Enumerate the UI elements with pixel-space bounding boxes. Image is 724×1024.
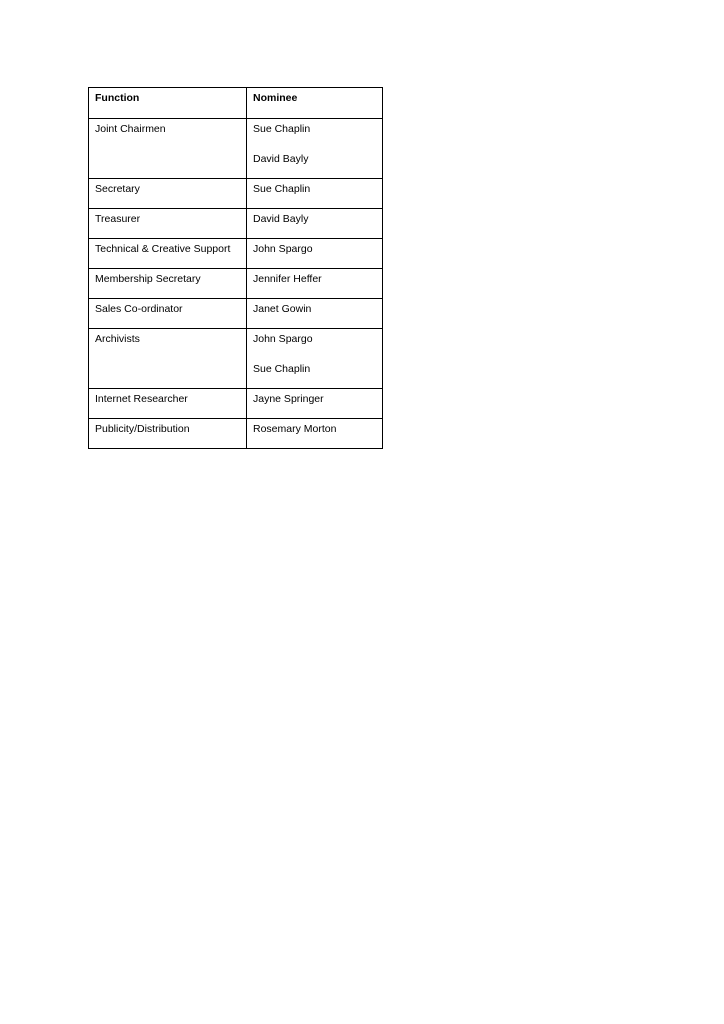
- nominee-cell: [247, 179, 383, 209]
- nominee-cell: [247, 119, 383, 179]
- table-row: [89, 419, 383, 449]
- table-body: [89, 119, 383, 449]
- nominee-cell: [247, 329, 383, 389]
- nominees-table: [88, 87, 383, 449]
- table-row: [89, 179, 383, 209]
- table-row: [89, 239, 383, 269]
- function-cell: Treasurer: [89, 209, 247, 239]
- function-cell: Publicity/Distribution: [89, 419, 247, 449]
- function-cell: Membership Secretary: [89, 269, 247, 299]
- function-cell: Technical & Creative Support: [89, 239, 247, 269]
- column-header-function: Function: [89, 88, 247, 119]
- table-row: [89, 389, 383, 419]
- function-cell: Joint Chairmen: [89, 119, 247, 179]
- nominee-name: John Spargo: [253, 243, 313, 255]
- nominee-cell: [247, 239, 383, 269]
- function-cell: Sales Co-ordinator: [89, 299, 247, 329]
- nominee-name: David Bayly: [253, 213, 309, 225]
- table-row: [89, 119, 383, 179]
- nominee-name: Rosemary Morton: [253, 423, 337, 435]
- nominee-name: Sue Chaplin: [253, 123, 311, 135]
- nominee-cell: [247, 299, 383, 329]
- table-row: [89, 269, 383, 299]
- nominee-cell: [247, 389, 383, 419]
- table-header-row: [89, 88, 383, 119]
- table-header: [89, 88, 383, 119]
- nominee-cell: [247, 269, 383, 299]
- nominee-cell: [247, 209, 383, 239]
- function-cell: Internet Researcher: [89, 389, 247, 419]
- column-header-nominee: Nominee: [247, 88, 383, 119]
- nominee-name: David Bayly: [253, 153, 309, 165]
- function-cell: Archivists: [89, 329, 247, 389]
- nominee-name: Janet Gowin: [253, 303, 312, 315]
- table-row: [89, 209, 383, 239]
- table-row: [89, 299, 383, 329]
- nominee-name: John Spargo: [253, 333, 313, 345]
- nominee-cell: [247, 419, 383, 449]
- nominee-name: Jayne Springer: [253, 393, 324, 405]
- table-row: [89, 329, 383, 389]
- nominee-name: Jennifer Heffer: [253, 273, 322, 285]
- function-cell: Secretary: [89, 179, 247, 209]
- nominee-name: Sue Chaplin: [253, 363, 311, 375]
- nominee-name: Sue Chaplin: [253, 183, 311, 195]
